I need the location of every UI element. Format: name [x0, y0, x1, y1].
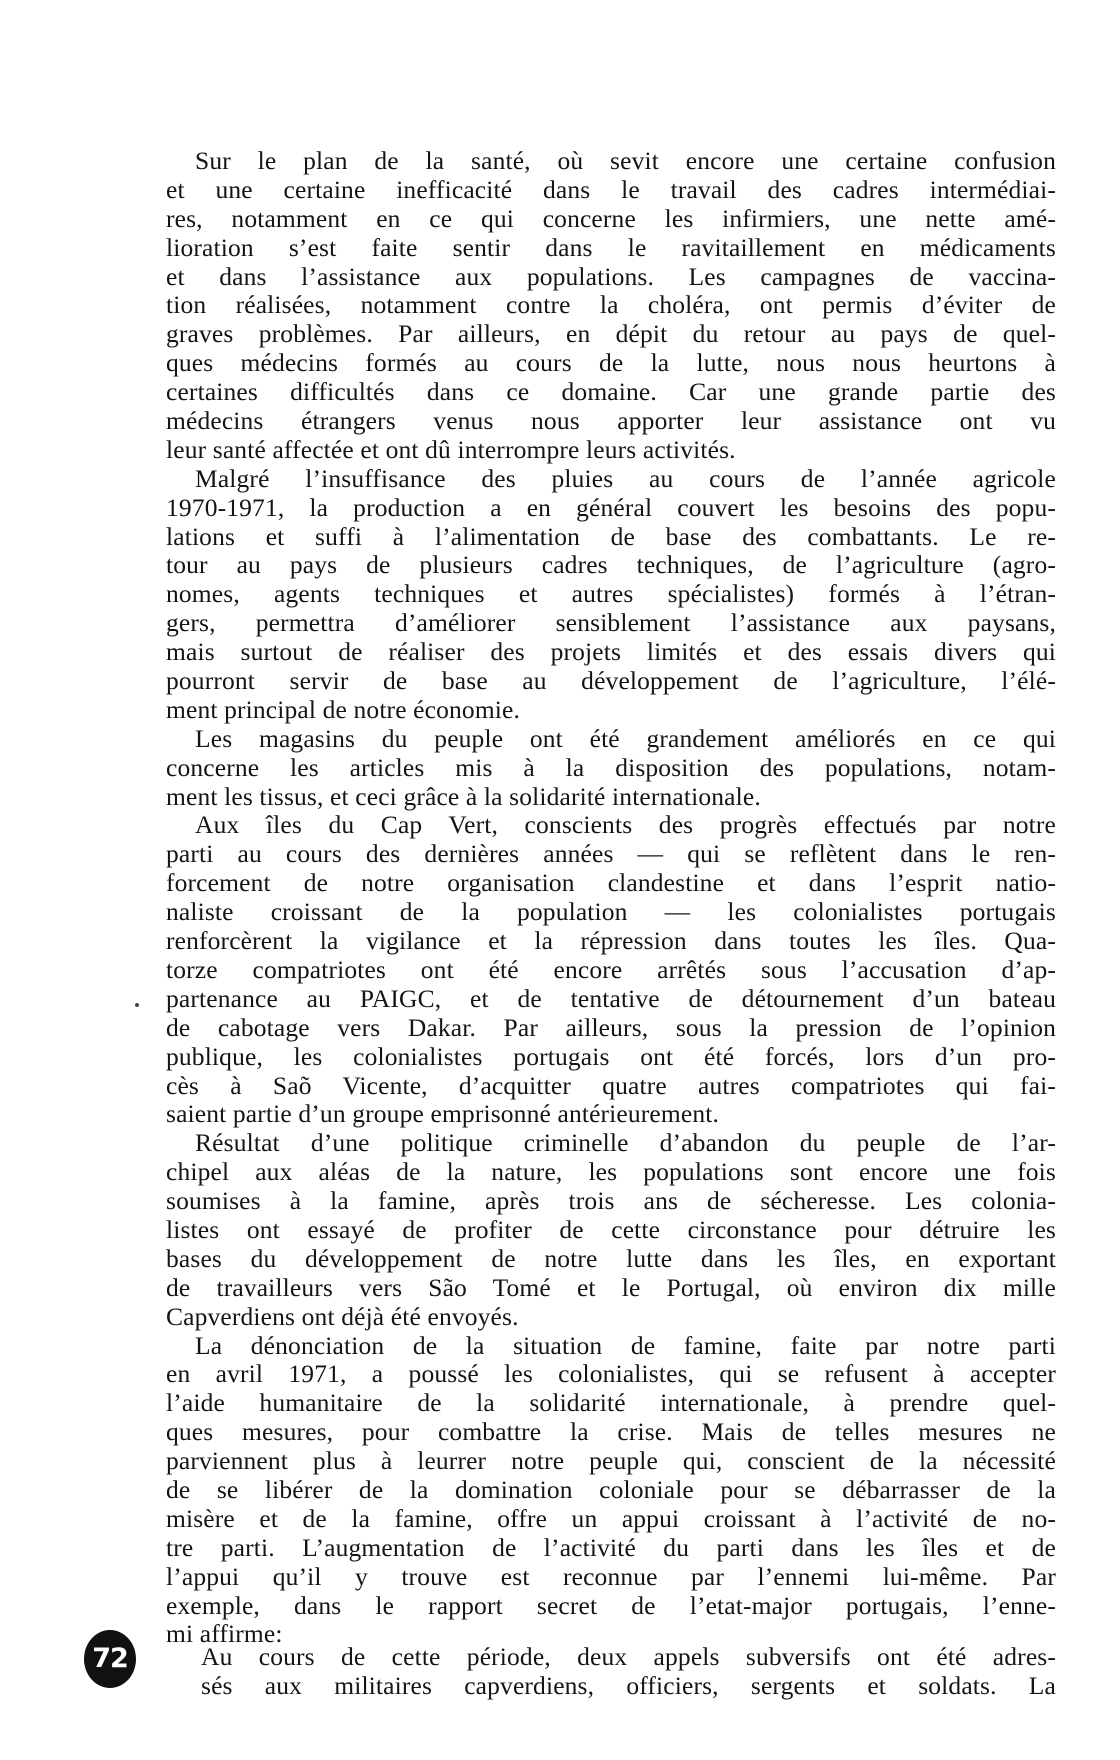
text-line: leur santé affectée et ont dû interrompre leurs activités. — [166, 434, 736, 464]
text-line: certaines difficultés dans ce domaine. Car une grande partie des — [166, 377, 1056, 407]
text-line: misère et de la famine, offre un appui croissant à l’activité de no- — [166, 1503, 1056, 1533]
text-line: mais surtout de réaliser des projets limités et des essais divers qui — [166, 637, 1056, 667]
text-line: res, notamment en ce qui concerne les infirmiers, une nette amé- — [166, 203, 1056, 233]
text-line: concerne les articles mis à la disposition des populations, notam- — [166, 752, 1056, 782]
text-line: partenance au PAIGC, et de tentative de détournement d’un bateau — [166, 983, 1056, 1013]
text-line: nomes, agents techniques et autres spécialistes) formés à l’étran- — [166, 579, 1056, 609]
text-line: de cabotage vers Dakar. Par ailleurs, sous la pression de l’opinion — [166, 1012, 1056, 1042]
text-line: l’aide humanitaire de la solidarité internationale, à prendre quel- — [166, 1388, 1056, 1418]
text-line: Résultat d’une politique criminelle d’abandon du peuple de l’ar- — [195, 1128, 1056, 1158]
text-line: bases du développement de notre lutte dans les îles, en exportant — [166, 1243, 1056, 1273]
text-line: tour au pays de plusieurs cadres techniques, de l’agriculture (agro- — [166, 550, 1056, 580]
text-line: chipel aux aléas de la nature, les populations sont encore une fois — [166, 1157, 1056, 1187]
quoted-text — [201, 1643, 1056, 1701]
text-line: forcement de notre organisation clandestine et dans l’esprit natio- — [166, 868, 1056, 898]
text-line: mi affirme: — [166, 1619, 283, 1649]
text-line: tre parti. L’augmentation de l’activité du parti dans les îles et de — [166, 1532, 1056, 1562]
text-line: l’appui qu’il y trouve est reconnue par l’ennemi lui-même. Par — [166, 1561, 1056, 1591]
text-line: La dénonciation de la situation de famine, faite par notre parti — [195, 1330, 1056, 1360]
text-line: et une certaine inefficacité dans le travail des cadres intermédiai- — [166, 174, 1056, 204]
text-line: torze compatriotes ont été encore arrêtés sous l’accusation d’ap- — [166, 954, 1056, 984]
text-line: Sur le plan de la santé, où sevit encore une certaine confusion — [195, 146, 1056, 175]
text-line: ques mesures, pour combattre la crise. Mais de telles mesures ne — [166, 1417, 1056, 1447]
text-line: médecins étrangers venus nous apporter leur assistance ont vu — [166, 406, 1056, 436]
text-line: et dans l’assistance aux populations. Les campagnes de vaccina- — [166, 261, 1056, 291]
text-line: publique, les colonialistes portugais ont été forcés, lors d’un pro- — [166, 1041, 1056, 1071]
text-line: lioration s’est faite sentir dans le ravitaillement en médicaments — [166, 232, 1056, 262]
body-text — [166, 147, 1056, 1649]
text-line: pourront servir de base au développement de l’agriculture, l’élé- — [166, 666, 1056, 696]
text-line: graves problèmes. Par ailleurs, en dépit du retour au pays de quel- — [166, 319, 1056, 349]
margin-mark — [135, 1003, 139, 1007]
text-line: 1970-1971, la production a en général couvert les besoins des popu- — [166, 492, 1056, 522]
text-line: ment les tissus, et ceci grâce à la solidarité internationale. — [166, 781, 761, 811]
text-line: cès à Saõ Vicente, d’acquitter quatre autres compatriotes qui fai- — [166, 1070, 1056, 1100]
text-line: Les magasins du peuple ont été grandement améliorés en ce qui — [195, 723, 1056, 753]
text-line: exemple, dans le rapport secret de l’etat-major portugais, l’enne- — [166, 1590, 1056, 1620]
quote-line: Au cours de cette période, deux appels subversifs ont été adres- — [201, 1642, 1056, 1671]
text-line: en avril 1971, a poussé les colonialistes, qui se refusent à accepter — [166, 1359, 1056, 1389]
text-line: listes ont essayé de profiter de cette circonstance pour détruire les — [166, 1214, 1056, 1244]
text-line: Malgré l’insuffisance des pluies au cours de l’année agricole — [195, 463, 1056, 493]
text-line: naliste croissant de la population — les colonialistes portugais — [166, 897, 1056, 927]
text-line: renforcèrent la vigilance et la répression dans toutes les îles. Qua- — [166, 926, 1056, 956]
text-line: tion réalisées, notamment contre la choléra, ont permis d’éviter de — [166, 290, 1056, 320]
text-line: Aux îles du Cap Vert, conscients des progrès effectués par notre — [195, 810, 1056, 840]
text-line: parti au cours des dernières années — qui se reflètent dans le ren- — [166, 839, 1056, 869]
text-line: gers, permettra d’améliorer sensiblement l’assistance aux paysans, — [166, 608, 1056, 638]
text-line: de travailleurs vers São Tomé et le Portugal, où environ dix mille — [166, 1272, 1056, 1302]
text-line: ment principal de notre économie. — [166, 694, 521, 724]
text-line: de se libérer de la domination coloniale pour se débarrasser de la — [166, 1474, 1056, 1504]
text-line: ques médecins formés au cours de la lutte, nous nous heurtons à — [166, 348, 1056, 378]
text-line: soumises à la famine, après trois ans de sécheresse. Les colonia- — [166, 1186, 1056, 1216]
quote-line: sés aux militaires capverdiens, officiers, sergents et soldats. La — [201, 1670, 1056, 1700]
page-number-badge: 72 — [84, 1630, 136, 1688]
text-line: parviennent plus à leurrer notre peuple qui, conscient de la nécessité — [166, 1446, 1056, 1476]
text-line: saient partie d’un groupe emprisonné antérieurement. — [166, 1099, 720, 1129]
text-line: Capverdiens ont déjà été envoyés. — [166, 1301, 519, 1331]
text-line: lations et suffi à l’alimentation de base des combattants. Le re- — [166, 521, 1056, 551]
